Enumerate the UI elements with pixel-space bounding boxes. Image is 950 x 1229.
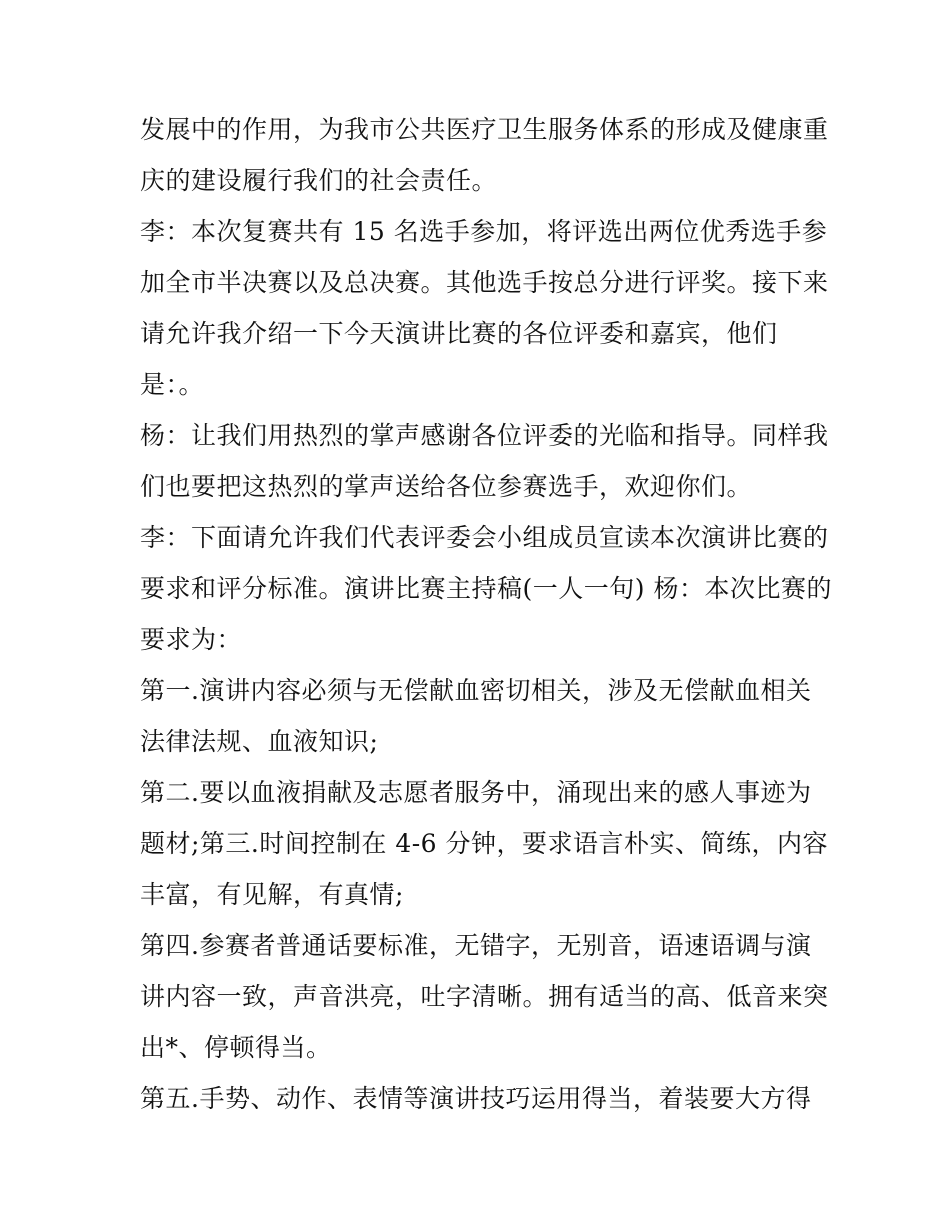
- text-line: 丰富，有见解，有真情;: [140, 880, 404, 909]
- text-line: 李：下面请允许我们代表评委会小组成员宣读本次演讲比赛的: [140, 523, 829, 552]
- text-line: 第五.手势、动作、表情等演讲技巧运用得当，着装要大方得: [140, 1084, 812, 1113]
- text-line: 庆的建设履行我们的社会责任。: [140, 166, 498, 195]
- text-line: 第一.演讲内容必须与无偿献血密切相关，涉及无偿献血相关: [140, 676, 812, 705]
- text-line: 加全市半决赛以及总决赛。其他选手按总分进行评奖。接下来: [140, 268, 829, 297]
- text-line: 讲内容一致，声音洪亮，吐字清晰。拥有适当的高、低音来突: [140, 982, 829, 1011]
- text-line: 发展中的作用，为我市公共医疗卫生服务体系的形成及健康重: [140, 115, 829, 144]
- text-line: 杨：让我们用热烈的掌声感谢各位评委的光临和指导。同样我: [140, 421, 829, 450]
- text-line: 出*、停顿得当。: [140, 1033, 332, 1062]
- text-line: 李：本次复赛共有 15 名选手参加，将评选出两位优秀选手参: [140, 217, 828, 246]
- text-line: 第四.参赛者普通话要标准，无错字，无别音，语速语调与演: [140, 931, 812, 960]
- text-line: 是：。: [140, 370, 205, 399]
- text-line: 题材;第三.时间控制在 4-6 分钟，要求语言朴实、简练，内容: [140, 829, 829, 858]
- document-body: [140, 104, 830, 1124]
- text-line: 请允许我介绍一下今天演讲比赛的各位评委和嘉宾，他们: [140, 319, 778, 348]
- text-line: 要求为：: [140, 625, 243, 654]
- text-line: 要求和评分标准。演讲比赛主持稿(一人一句) 杨：本次比赛的: [140, 574, 832, 603]
- text-line: 们也要把这热烈的掌声送给各位参赛选手，欢迎你们。: [140, 472, 753, 501]
- text-line: 法律法规、血液知识;: [140, 727, 379, 756]
- text-line: 第二.要以血液捐献及志愿者服务中，涌现出来的感人事迹为: [140, 778, 812, 807]
